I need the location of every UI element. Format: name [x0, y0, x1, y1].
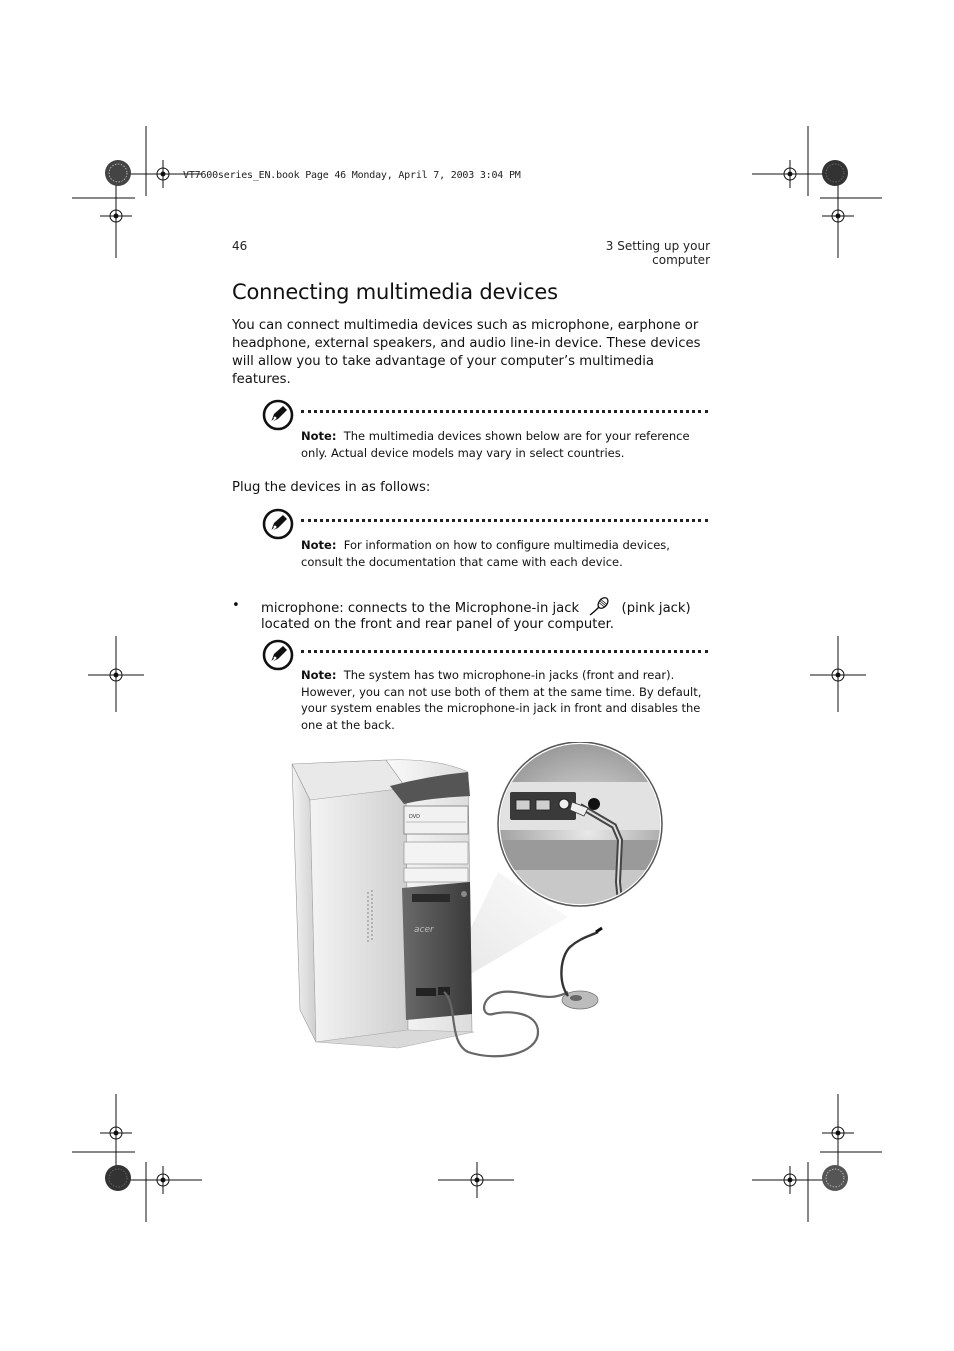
bullet-marker: • [232, 598, 240, 613]
note-label: Note: [301, 668, 337, 682]
intro-paragraph: You can connect multimedia devices such as microphone, earphone or headphone, external speakers, and audio line-in device. These devices will allow you to take advantage of your computer’s multimedia features. [232, 318, 701, 387]
page-number: 46 [232, 239, 248, 253]
section-title: Connecting multimedia devices [232, 280, 558, 304]
note-icon [262, 639, 294, 671]
note-1 [301, 428, 711, 461]
bullet-microphone [261, 597, 691, 618]
bullet-lead: microphone: connects to the Microphone-in jack [261, 601, 580, 616]
note-text: For information on how to configure multimedia devices, consult the documentation that came with each device. [301, 538, 670, 569]
computer-microphone-illustration [288, 742, 668, 1060]
running-header-chapter: 3 Setting up your computer [605, 239, 710, 267]
plug-instruction: Plug the devices in as follows: [232, 480, 431, 495]
bullet-line2: located on the front and rear panel of your computer. [261, 617, 614, 632]
note-label: Note: [301, 429, 337, 443]
book-file-line: VT7600series_EN.book Page 46 Monday, April 7, 2003 3:04 PM [183, 170, 521, 181]
note-divider [301, 519, 708, 522]
bullet-after-icon: (pink jack) [621, 601, 691, 616]
note-3 [301, 667, 711, 733]
note-icon [262, 399, 294, 431]
note-divider [301, 650, 708, 653]
brand-logo: acer [414, 925, 434, 935]
note-2 [301, 537, 711, 570]
note-divider [301, 410, 708, 413]
note-icon [262, 508, 294, 540]
note-text: The multimedia devices shown below are for your reference only. Actual device models may vary in select countries. [301, 429, 690, 460]
note-text: The system has two microphone-in jacks (front and rear). However, you can not use both of them at the same time. By default, your system enables the microphone-in jack in front and disables the one at the back. [301, 668, 702, 732]
drive-logo: DVD [409, 814, 421, 820]
microphone-icon [587, 597, 613, 617]
note-label: Note: [301, 538, 337, 552]
